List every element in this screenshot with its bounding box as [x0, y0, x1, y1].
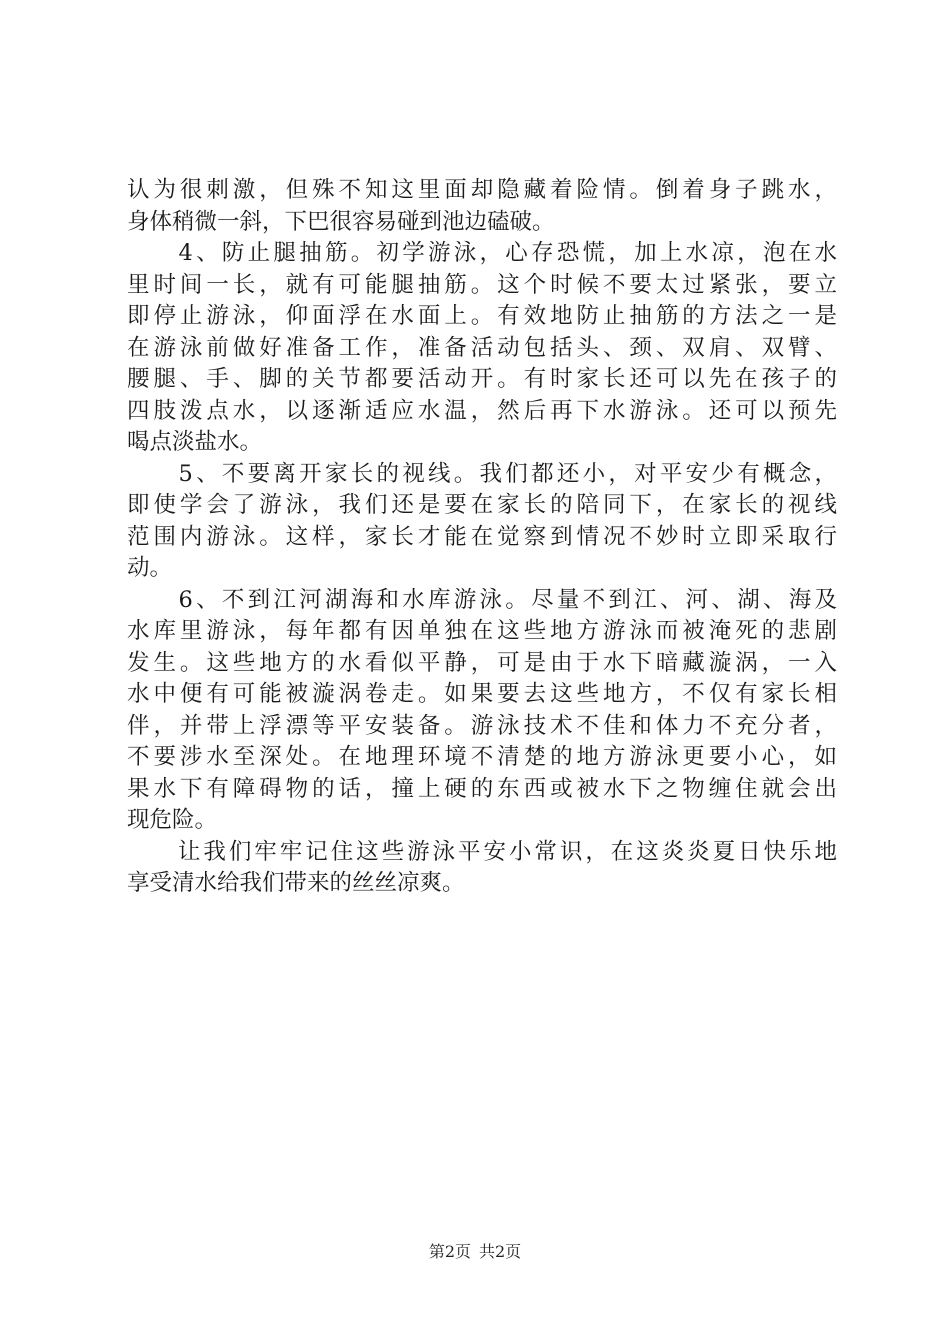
text-line: 享受清水给我们带来的丝丝凉爽。 — [127, 870, 465, 896]
text-line: 在游泳前做好准备工作，准备活动包括头、颈、双肩、双臂、 — [127, 334, 837, 361]
text-line: 4、防止腿抽筋。初学游泳，心存恐慌，加上水凉，泡在水 — [127, 240, 837, 266]
page-number: 第2页 — [428, 1242, 471, 1261]
text-line: 让我们牢牢记住这些游泳平安小常识，在这炎炎夏日快乐地 — [127, 838, 837, 865]
text-line: 即停止游泳，仰面浮在水面上。有效地防止抽筋的方法之一是 — [127, 303, 837, 329]
text-line: 伴，并带上浮漂等平安装备。游泳技术不佳和体力不充分者， — [127, 712, 837, 739]
text-line: 5、不要离开家长的视线。我们都还小，对平安少有概念， — [127, 460, 837, 487]
text-line: 6、不到江河湖海和水库游泳。尽量不到江、河、湖、海及 — [127, 586, 837, 613]
text-line: 动。 — [127, 555, 173, 581]
page-footer — [0, 1242, 950, 1262]
text-line: 腰腿、手、脚的关节都要活动开。有时家长还可以先在孩子的 — [127, 366, 837, 392]
text-line: 范围内游泳。这样，家长才能在觉察到情况不妙时立即采取行 — [127, 523, 837, 550]
total-pages: 共2页 — [479, 1242, 522, 1261]
text-line: 认为很刺激，但殊不知这里面却隐藏着险情。倒着身子跳水， — [127, 177, 837, 203]
text-line: 水库里游泳，每年都有因单独在这些地方游泳而被淹死的悲剧 — [127, 618, 837, 644]
text-line: 现危险。 — [127, 807, 218, 833]
text-line: 四肢泼点水，以逐渐适应水温，然后再下水游泳。还可以预先 — [127, 397, 837, 424]
text-line: 发生。这些地方的水看似平静，可是由于水下暗藏漩涡，一入 — [127, 649, 837, 676]
text-line: 即使学会了游泳，我们还是要在家长的陪同下，在家长的视线 — [127, 492, 837, 518]
text-line: 果水下有障碍物的话，撞上硬的东西或被水下之物缠住就会出 — [127, 775, 837, 802]
document-body — [127, 175, 837, 900]
text-line: 里时间一长，就有可能腿抽筋。这个时候不要太过紧张，要立 — [127, 271, 837, 298]
text-line: 水中便有可能被漩涡卷走。如果要去这些地方，不仅有家长相 — [127, 681, 837, 707]
text-line: 不要涉水至深处。在地理环境不清楚的地方游泳更要小心，如 — [127, 744, 837, 770]
text-line: 身体稍微一斜，下巴很容易碰到池边磕破。 — [127, 208, 555, 235]
text-line: 喝点淡盐水。 — [127, 429, 263, 455]
